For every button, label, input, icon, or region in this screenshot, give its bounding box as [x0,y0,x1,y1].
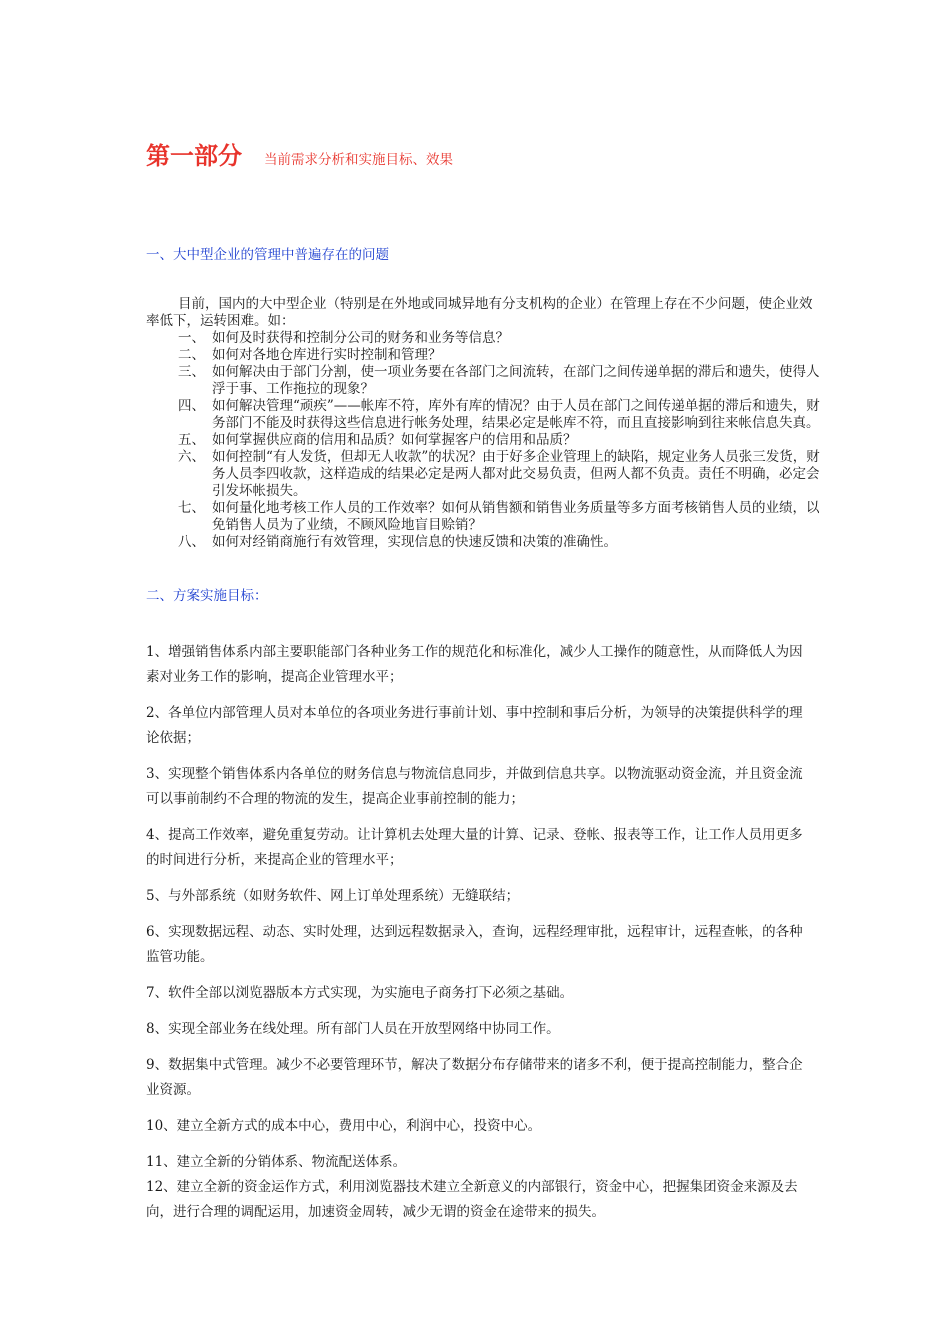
section1-intro: 目前，国内的大中型企业（特别是在外地或同城异地有分支机构的企业）在管理上存在不少问题，使企业效率低下，运转困难。如： [146,296,813,329]
problem-item: 七、 如何量化地考核工作人员的工作效率？如何从销售额和销售业务质量等多方面考核销售人员的业绩，以免销售人员为了业绩，不顾风险地盲目赊销？ [178,500,820,533]
problem-item: 二、 如何对各地仓库进行实时控制和管理？ [178,347,442,363]
goal-item: 3、实现整个销售体系内各单位的财务信息与物流信息同步，并做到信息共享。以物流驱动资金流，并且资金流可以事前制约不合理的物流的发生，提高企业事前控制的能力； [146,766,803,807]
part-title [146,136,453,171]
goal-item: 12、建立全新的资金运作方式，利用浏览器技术建立全新意义的内部银行，资金中心，把握集团资金来源及去向，进行合理的调配运用，加速资金周转，减少无谓的资金在途带来的损失。 [146,1179,798,1220]
goal-item: 10、建立全新方式的成本中心，费用中心，利润中心，投资中心。 [146,1118,542,1134]
section2-heading: 二、方案实施目标： [146,588,268,604]
problem-item: 八、 如何对经销商施行有效管理，实现信息的快速反馈和决策的准确性。 [178,534,617,550]
problem-item: 三、 如何解决由于部门分割，使一项业务要在各部门之间流转，在部门之间传递单据的滞后和遗失，使得人浮于事、工作拖拉的现象？ [178,364,820,397]
goal-item: 2、各单位内部管理人员对本单位的各项业务进行事前计划、事中控制和事后分析，为领导的决策提供科学的理论依据； [146,705,803,746]
section1-heading: 一、大中型企业的管理中普遍存在的问题 [146,247,389,263]
goal-item: 8、实现全部业务在线处理。所有部门人员在开放型网络中协同工作。 [146,1021,560,1037]
goal-item: 7、软件全部以浏览器版本方式实现，为实施电子商务打下必须之基础。 [146,985,574,1001]
goal-item: 1、增强销售体系内部主要职能部门各种业务工作的规范化和标准化，减少人工操作的随意性，从而降低人为因素对业务工作的影响，提高企业管理水平； [146,644,803,685]
problem-item: 一、 如何及时获得和控制分公司的财务和业务等信息？ [178,330,509,346]
problem-item: 四、 如何解决管理“顽疾”——帐库不符，库外有库的情况？由于人员在部门之间传递单据的滞后和遗失，财务部门不能及时获得这些信息进行帐务处理，结果必定是帐库不符，而且直接影响到往来帐信息失真。 [178,398,820,431]
problem-list [146,330,821,551]
goal-item: 6、实现数据远程、动态、实时处理，达到远程数据录入，查询，远程经理审批，远程审计，远程查帐，的各种监管功能。 [146,924,803,965]
part-title-main: 第一部分 [146,142,242,170]
problem-item: 六、 如何控制“有人发货，但却无人收款”的状况？由于好多企业管理上的缺陷，规定业务人员张三发货，财务人员李四收款，这样造成的结果必定是两人都对此交易负责，但两人都不负责。责任不明确，必定会引发坏帐损失。 [178,449,820,499]
goal-list [146,640,816,1236]
goal-item: 5、与外部系统（如财务软件、网上订单处理系统）无缝联结； [146,888,520,904]
goal-item: 11、建立全新的分销体系、物流配送体系。 [146,1154,407,1170]
problem-item: 五、 如何掌握供应商的信用和品质？如何掌握客户的信用和品质？ [178,432,577,448]
goal-item: 4、提高工作效率，避免重复劳动。让计算机去处理大量的计算、记录、登帐、报表等工作，让工作人员用更多的时间进行分析，来提高企业的管理水平； [146,827,803,868]
goal-item: 9、数据集中式管理。减少不必要管理环节，解决了数据分布存储带来的诸多不利，便于提高控制能力，整合企业资源。 [146,1057,803,1098]
part-title-subtitle: 当前需求分析和实施目标、效果 [264,152,453,168]
